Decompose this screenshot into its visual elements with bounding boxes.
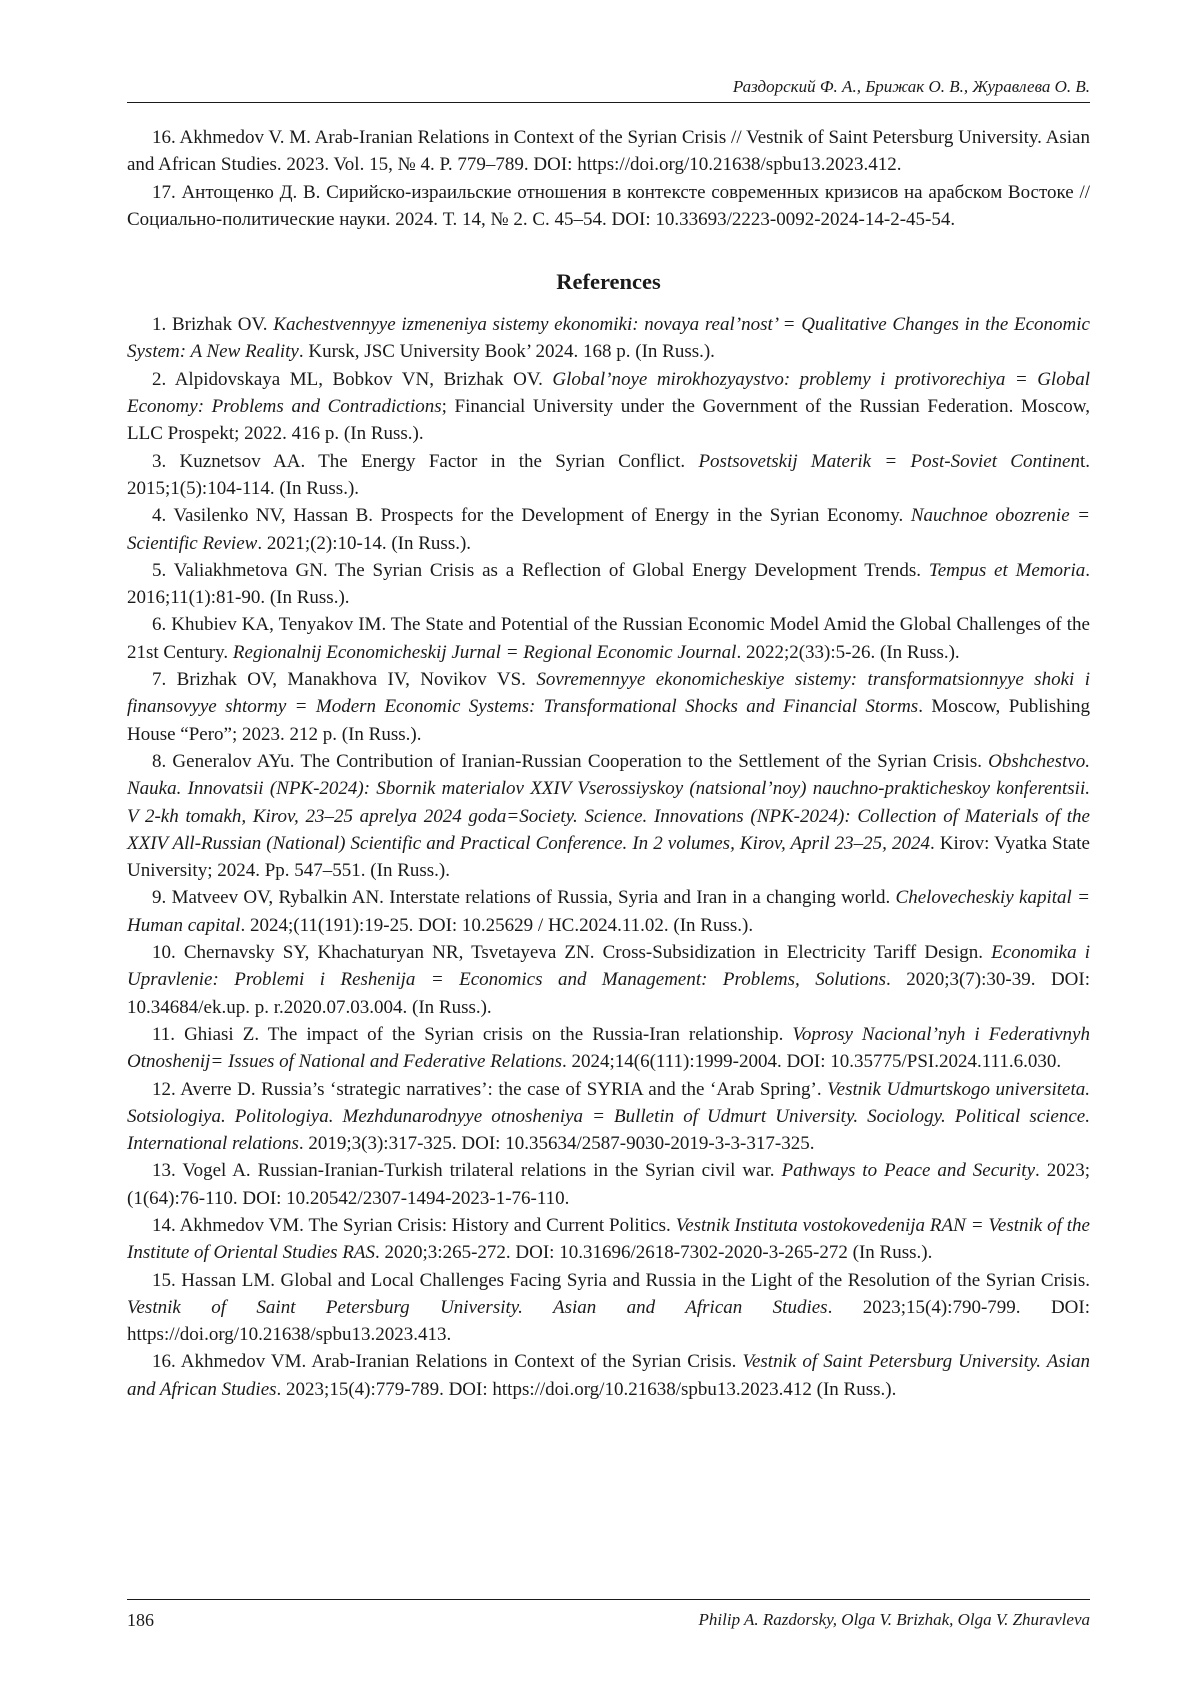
entry-text: 16. Akhmedov V. M. Arab-Iranian Relations in Context of the Syrian Crisis // Vestnik of Saint Petersburg University. Asian and African Studies. 2023. Vol. 15, № 4. P. 779–789. DOI: https://doi.org/10.21638/spbu13.2023.412. [127, 127, 1090, 176]
entry-text: . 2020;3:265-272. DOI: 10.31696/2618-7302-2020-3-265-272 (In Russ.). [375, 1242, 933, 1264]
reference-entry [127, 748, 1090, 884]
entry-text: . 2020;3(7):30-39. DOI: 10.34684/ek.up. p. r.2020.07.03.004. (In Russ.). [127, 969, 1090, 1018]
reference-entry [127, 1267, 1090, 1349]
running-header: Раздорский Ф. А., Брижак О. В., Журавлева О. В. [732, 77, 1090, 96]
reference-entry [127, 502, 1090, 557]
reference-entry [127, 557, 1090, 612]
entry-text: 7. Brizhak OV, Manakhova IV, Novikov VS. [152, 669, 537, 691]
literature-entry [127, 179, 1090, 234]
entry-text: . 2023;15(4):790-799. DOI: https://doi.org/10.21638/spbu13.2023.413. [127, 1296, 1090, 1346]
source-title: Pathways to Peace and Security [781, 1160, 1036, 1182]
reference-entry [127, 939, 1090, 1021]
reference-entry [127, 366, 1090, 448]
source-title: Vestnik of Saint Petersburg University. Asian and African Studies [127, 1296, 828, 1318]
source-title: Nauchnoe obozrenie = Scientific Review [127, 505, 1090, 554]
source-title: Kachestvennyye izmeneniya sistemy ekonomiki: novaya real’nost’ = Qualitative Changes in the Economic System: A New Reality [127, 314, 1090, 363]
reference-entry [127, 448, 1090, 503]
source-title: Tempus et Memoria [928, 559, 1086, 581]
reference-entry [127, 611, 1090, 666]
reference-entry [127, 884, 1090, 939]
entry-text: 12. Averre D. Russia’s ‘strategic narratives’: the case of SYRIA and the ‘Arab Spring’. [152, 1078, 828, 1100]
page-body [127, 124, 1090, 1403]
entry-text: 13. Vogel A. Russian-Iranian-Turkish trilateral relations in the Syrian civil war. [152, 1160, 782, 1182]
source-title: Chelovecheskiy kapital = Human capital [127, 887, 1090, 936]
footer-rule [127, 1599, 1090, 1600]
entry-text: . 2023;(1(64):76-110. DOI: 10.20542/2307-1494-2023-1-76-110. [127, 1160, 1090, 1209]
source-title: Regionalnij Economicheskij Jurnal = Regional Economic Journal [232, 641, 737, 663]
entry-text: 4. Vasilenko NV, Hassan B. Prospects for the Development of Energy in the Syrian Economy. [152, 505, 911, 527]
entry-text: 9. Matveev OV, Rybalkin AN. Interstate relations of Russia, Syria and Iran in a changing world. [152, 887, 896, 909]
reference-entry [127, 1157, 1090, 1212]
entry-text: 8. Generalov AYu. The Contribution of Iranian-Russian Cooperation to the Settlement of the Syrian Crisis. [152, 750, 989, 772]
footer-authors: Philip A. Razdorsky, Olga V. Brizhak, Olga V. Zhuravleva [698, 1610, 1090, 1629]
header-rule [127, 102, 1090, 103]
source-title: Global’noye mirokhozyaystvo: problemy i protivorechiya = Global Economy: Problems and Contradictions [127, 368, 1090, 418]
reference-entry [127, 1212, 1090, 1267]
entry-text: 6. Khubiev KA, Tenyakov IM. The State and Potential of the Russian Economic Model Amid the Global Challenges of the 21st Century. [127, 614, 1090, 663]
entry-text: 2. Alpidovskaya ML, Bobkov VN, Brizhak OV. [152, 368, 553, 390]
source-title: Vestnik Instituta vostokovedenija RAN = Vestnik of the Institute of Oriental Studies RAS [127, 1214, 1090, 1264]
entry-text: . Kursk, JSC University Book’ 2024. 168 p. (In Russ.). [298, 341, 715, 363]
entry-text: . 2024;(11(191):19-25. DOI: 10.25629 / HC.2024.11.02. (In Russ.). [240, 914, 754, 936]
reference-entry [127, 311, 1090, 366]
entry-text: 11. Ghiasi Z. The impact of the Syrian crisis on the Russia-Iran relationship. [152, 1023, 793, 1045]
entry-text: 10. Chernavsky SY, Khachaturyan NR, Tsvetayeva ZN. Cross-Subsidization in Electricity Tariff Design. [152, 942, 992, 964]
source-title: Voprosy Nacional’nyh i Federativnyh Otnoshenij= Issues of National and Federative Relations [127, 1023, 1090, 1073]
source-title: Obshchestvo. Nauka. Innovatsii (NPK-2024): Sbornik materialov XXIV Vserossiyskoy (natsional’noy) nauchno-prakticheskoy konferentsii. V 2-kh tomakh, Kirov, 23–25 aprelya 2024 goda=Society. Science. Innovations (NPK-2024): Collection of Materials of the XXIV All-Russian (National) Scientific and Practical Conference. In 2 volumes, Kirov, April 23–25, 2024 [127, 750, 1090, 854]
entry-text: . 2016;11(1):81-90. (In Russ.). [127, 559, 1090, 609]
entry-text: . 2024;14(6(111):1999-2004. DOI: 10.35775/PSI.2024.111.6.030. [562, 1051, 1062, 1073]
reference-entry [127, 1348, 1090, 1403]
entry-text: . 2022;2(33):5-26. (In Russ.). [736, 641, 960, 663]
source-title: Economika i Upravlenie: Problemi i Reshenija = Economics and Management: Problems, Solutions [127, 942, 1090, 991]
reference-entry [127, 666, 1090, 748]
source-title: Vestnik of Saint Petersburg University. Asian and African Studies [127, 1351, 1090, 1400]
page-number: 186 [127, 1610, 154, 1630]
reference-entry [127, 1021, 1090, 1076]
references-heading: References [556, 269, 661, 295]
literature-entry [127, 124, 1090, 179]
entry-text: . 2023;15(4):779-789. DOI: https://doi.org/10.21638/spbu13.2023.412 (In Russ.). [276, 1378, 897, 1400]
entry-text: 15. Hassan LM. Global and Local Challenges Facing Syria and Russia in the Light of the Resolution of the Syrian Crisis. [152, 1269, 1090, 1291]
references-list [127, 311, 1090, 1403]
source-title: Sovremennyye ekonomicheskiye sistemy: transformatsionnyye shoki i finansovyye shtormy = Modern Economic Systems: Transformational Shocks and Financial Storms [127, 669, 1090, 718]
entry-text: . 2021;(2):10-14. (In Russ.). [257, 532, 472, 554]
entry-text: 5. Valiakhmetova GN. The Syrian Crisis as a Reflection of Global Energy Development Trends. [152, 559, 929, 581]
literature-list [127, 124, 1090, 233]
entry-text: 16. Akhmedov VM. Arab-Iranian Relations in Context of the Syrian Crisis. [152, 1351, 743, 1373]
entry-text: . 2019;3(3):317-325. DOI: 10.35634/2587-9030-2019-3-3-317-325. [298, 1133, 815, 1155]
entry-text: . Moscow, Publishing House “Pero”; 2023. 212 p. (In Russ.). [127, 696, 1090, 745]
reference-entry [127, 1076, 1090, 1158]
entry-text: t. 2015;1(5):104-114. (In Russ.). [127, 450, 1090, 499]
source-title: Vestnik Udmurtskogo universiteta. Sotsiologiya. Politologiya. Mezhdunarodnyye otnosheniya = Bulletin of Udmurt University. Sociology. Political science. International relations [127, 1078, 1090, 1155]
entry-text: 17. Антощенко Д. В. Сирийско-израильские отношения в контексте современных кризисов на арабском Востоке // Социально-политические науки. 2024. Т. 14, № 2. С. 45–54. DOI: 10.33693/2223-0092-2024-14-2-45-54. [127, 181, 1090, 230]
entry-text: . Kirov: Vyatka State University; 2024. Pp. 547–551. (In Russ.). [127, 832, 1090, 882]
entry-text: 14. Akhmedov VM. The Syrian Crisis: History and Current Politics. [152, 1214, 676, 1236]
entry-text: 3. Kuznetsov AA. The Energy Factor in the Syrian Conflict. [152, 450, 699, 472]
entry-text: 1. Brizhak OV. [152, 314, 274, 336]
entry-text: ; Financial University under the Government of the Russian Federation. Moscow, LLC Prospekt; 2022. 416 p. (In Russ.). [127, 396, 1090, 445]
source-title: Postsovetskij Materik = Post-Soviet Continen [698, 450, 1080, 472]
